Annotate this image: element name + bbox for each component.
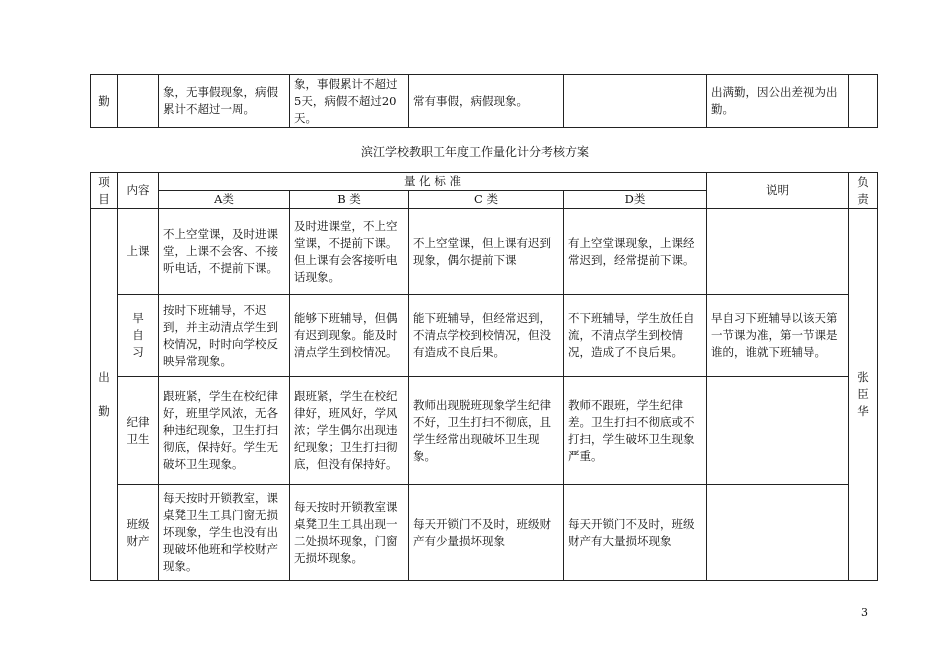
note-cell <box>707 209 849 295</box>
header-standard: 量 化 标 准 <box>159 173 707 191</box>
note-cell: 早自习下班辅导以该天第一节课为准，第一节课是谁的，谁就下班辅导。 <box>707 295 849 377</box>
grade-b-cell: 能够下班辅导，但偶有迟到现象。能及时清点学生到校情况。 <box>290 295 409 377</box>
header-grade-c: C 类 <box>409 191 564 209</box>
note-cell <box>707 377 849 485</box>
header-item: 项 目 <box>91 173 118 209</box>
table-row <box>91 377 878 485</box>
grade-c-cell: 每天开锁门不及时，班级财产有少量损坏现象 <box>409 485 564 581</box>
grade-d-cell <box>564 75 707 128</box>
row-name: 上课 <box>118 209 159 295</box>
grade-d-cell: 教师不跟班，学生纪律差。卫生打扫不彻底或不打扫，学生破坏卫生现象严重。 <box>564 377 707 485</box>
grade-a-cell: 按时下班辅导，不迟到，并主动清点学生到校情况，时时向学校反映异常现象。 <box>159 295 290 377</box>
note-cell <box>707 485 849 581</box>
table-row <box>91 209 878 295</box>
table-row <box>91 485 878 581</box>
grade-d-cell: 不下班辅导，学生放任自流，不清点学生到校情况，造成了不良后果。 <box>564 295 707 377</box>
note-cell: 出满勤，因公出差视为出勤。 <box>707 75 849 128</box>
grade-b-cell: 象，事假累计不超过5天，病假不超过20天。 <box>290 75 409 128</box>
row-name: 纪律 卫生 <box>118 377 159 485</box>
header-row <box>91 173 878 191</box>
header-content: 内容 <box>118 173 159 209</box>
grade-b-cell: 及时进课堂，不上空堂课，不提前下课。但上课有会客接听电话现象。 <box>290 209 409 295</box>
grade-c-cell: 教师出现脱班现象学生纪律不好，卫生打扫不彻底，且学生经常出现破坏卫生现象。 <box>409 377 564 485</box>
grade-a-cell: 象，无事假现象，病假累计不超过一周。 <box>159 75 290 128</box>
content-cell <box>118 75 159 128</box>
header-grade-a: A类 <box>159 191 290 209</box>
header-note: 说明 <box>707 173 849 209</box>
grade-b-cell: 每天按时开锁教室课桌凳卫生工具出现一二处损坏现象，门窗无损坏现象。 <box>290 485 409 581</box>
header-owner: 负 责 <box>849 173 878 209</box>
table-row <box>91 295 878 377</box>
row-name: 班级 财产 <box>118 485 159 581</box>
page-number: 3 <box>861 606 868 619</box>
page-title: 滨江学校教职工年度工作量化计分考核方案 <box>360 145 589 159</box>
grade-d-cell: 每天开锁门不及时，班级财产有大量损坏现象 <box>564 485 707 581</box>
grade-c-cell: 常有事假，病假现象。 <box>409 75 564 128</box>
grade-c-cell: 不上空堂课，但上课有迟到现象，偶尔提前下课 <box>409 209 564 295</box>
grade-a-cell: 跟班紧，学生在校纪律好，班里学风浓，无各种违纪现象，卫生打扫彻底，保持好。学生无破坏卫生现象。 <box>159 377 290 485</box>
grade-b-cell: 跟班紧，学生在校纪律好，班风好，学风浓；学生偶尔出现违纪现象；卫生打扫彻底，但没有保持好。 <box>290 377 409 485</box>
top-continuation-table <box>90 74 878 128</box>
category-attendance: 出 勤 <box>91 209 118 581</box>
category-cell: 勤 <box>91 75 118 128</box>
grade-c-cell: 能下班辅导，但经常迟到，不清点学校到校情况，但没有造成不良后果。 <box>409 295 564 377</box>
owner-cell <box>849 75 878 128</box>
header-grade-d: D类 <box>564 191 707 209</box>
header-grade-b: B 类 <box>290 191 409 209</box>
grade-a-cell: 不上空堂课，及时进课堂，上课不会客、不接听电话，不提前下课。 <box>159 209 290 295</box>
grade-a-cell: 每天按时开锁教室，课桌凳卫生工具门窗无损坏现象，学生也没有出现破坏他班和学校财产现象。 <box>159 485 290 581</box>
assessment-table <box>90 172 878 581</box>
grade-d-cell: 有上空堂课现象，上课经常迟到，经常提前下课。 <box>564 209 707 295</box>
owner-name: 张 臣 华 <box>849 209 878 581</box>
table-row <box>91 75 878 128</box>
row-name: 早 自 习 <box>118 295 159 377</box>
